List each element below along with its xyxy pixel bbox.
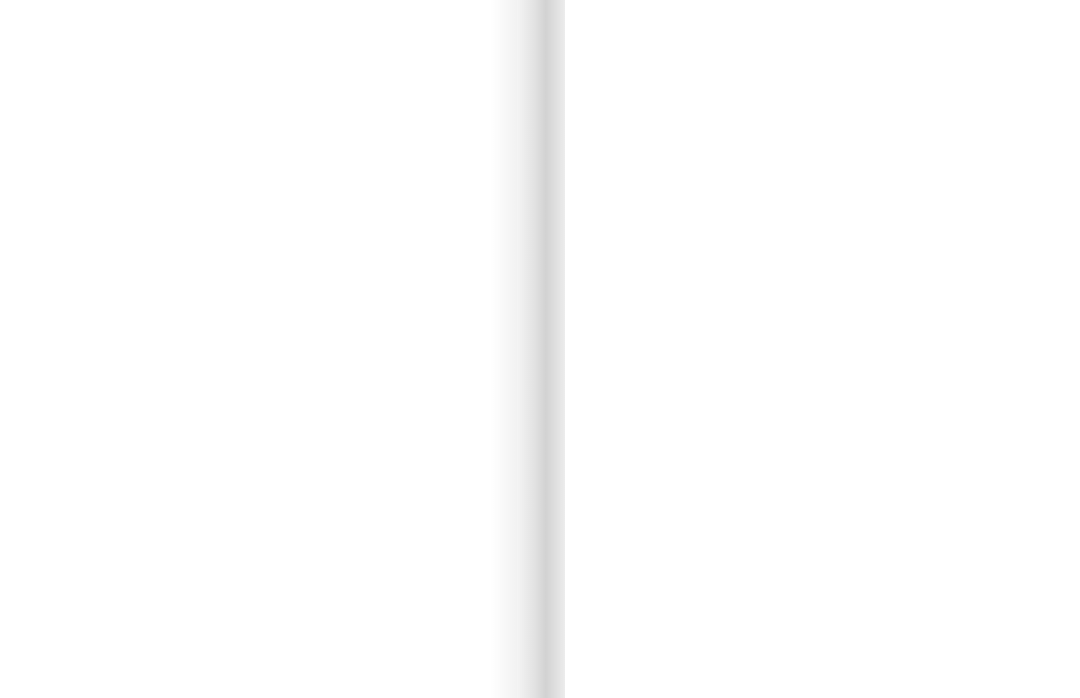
right-page: [565, 0, 1080, 698]
book-spine: [517, 0, 565, 698]
left-page: [0, 0, 517, 698]
spine-shadow-left: [490, 0, 517, 698]
contents-title: [52, 42, 54, 78]
